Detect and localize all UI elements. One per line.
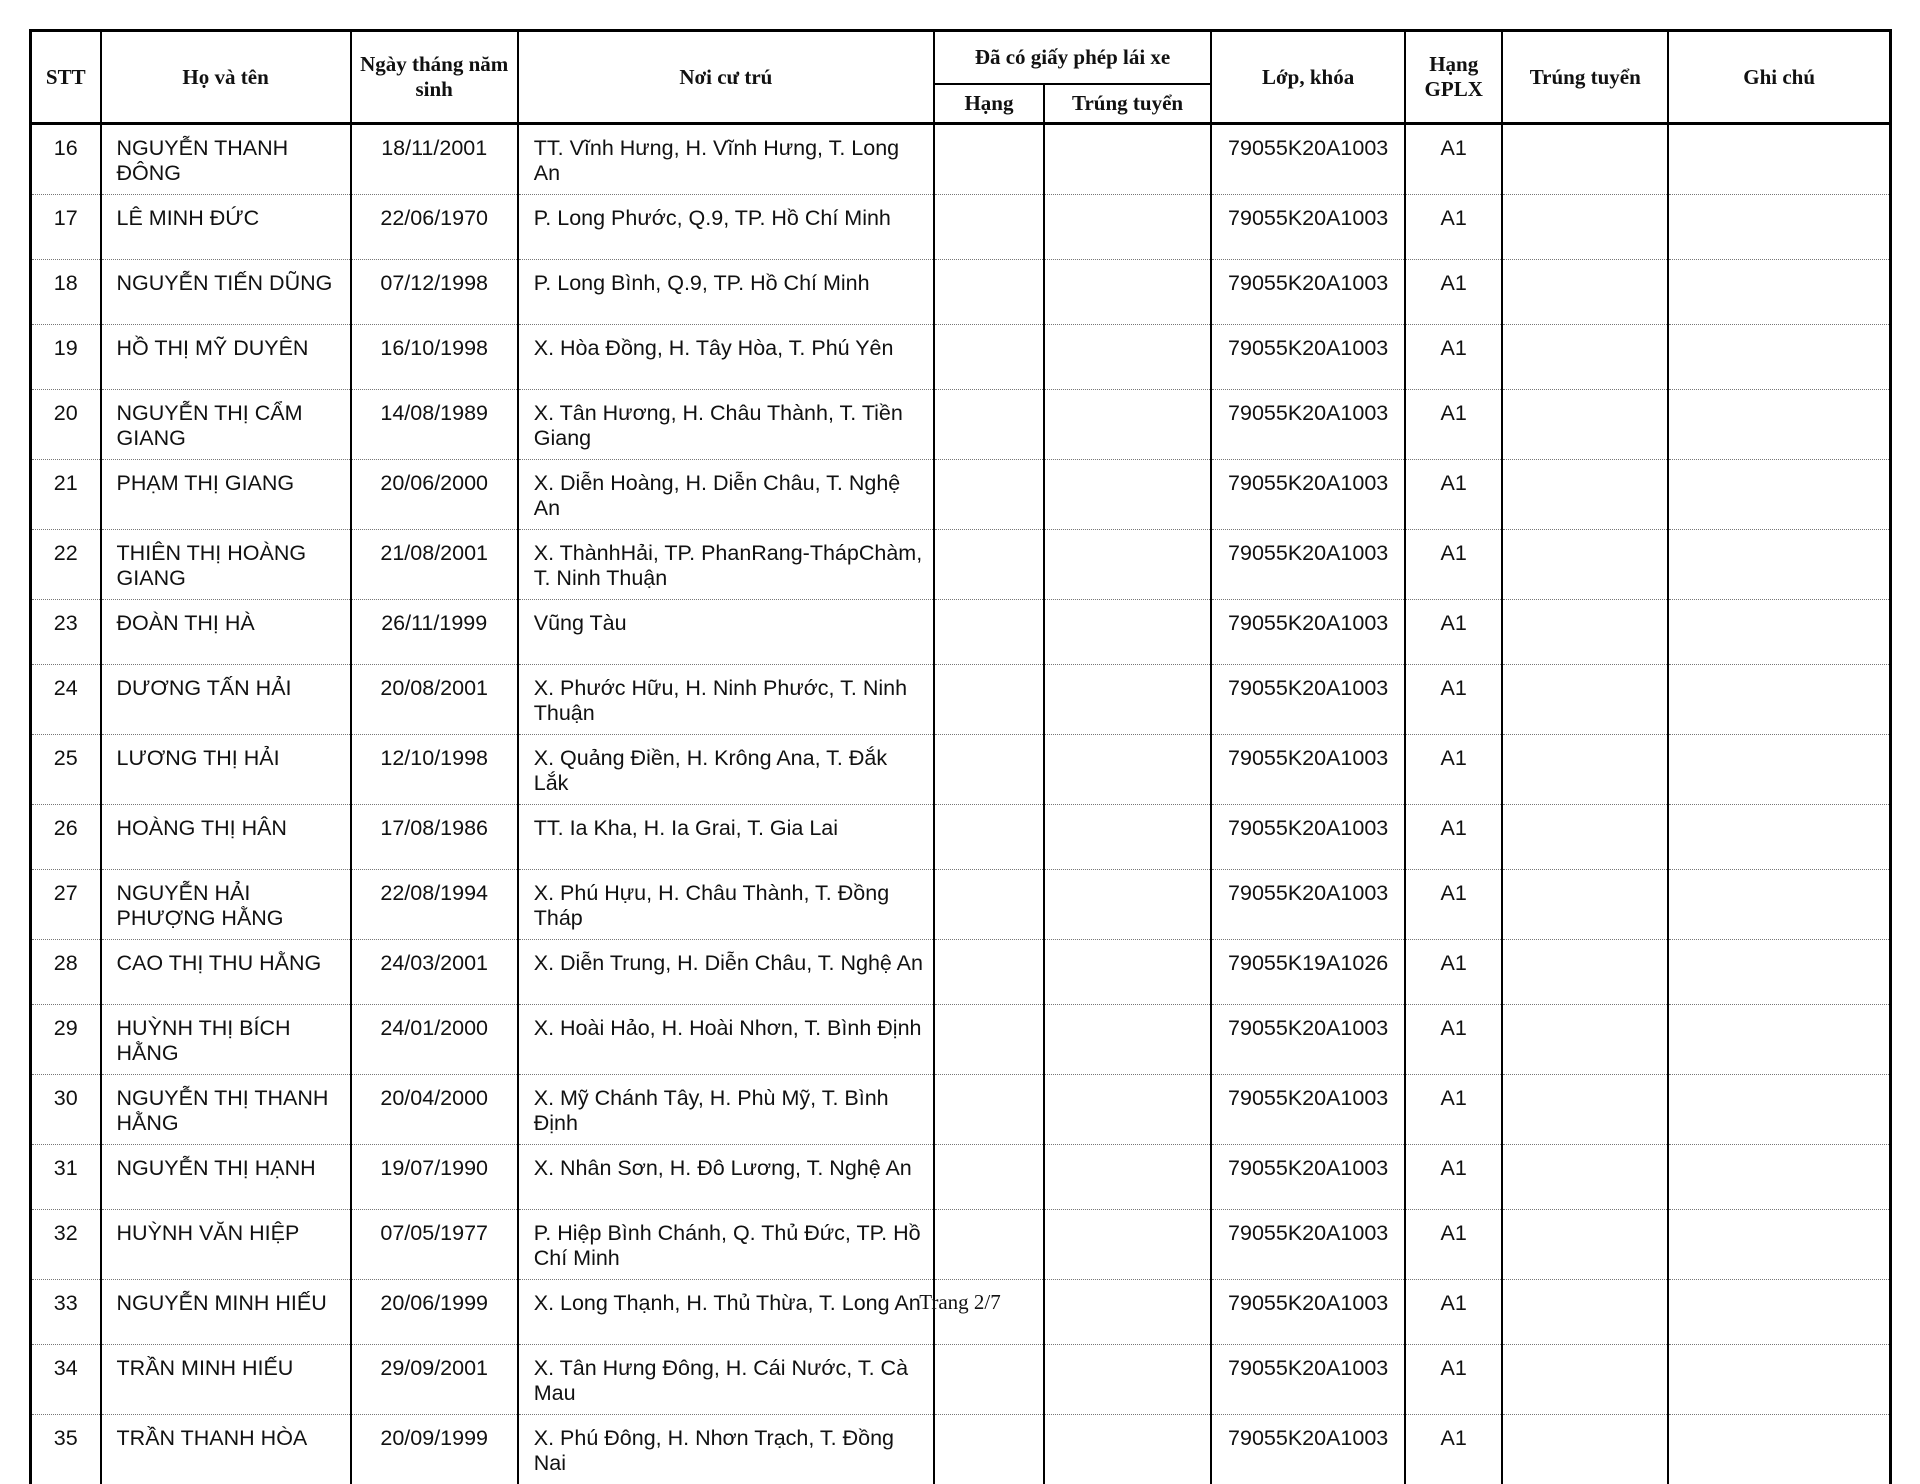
cell-license-passed — [1044, 1415, 1211, 1484]
cell-note — [1668, 460, 1890, 530]
table-row — [31, 1005, 1891, 1075]
cell-gplx: A1 — [1405, 1280, 1502, 1345]
cell-name: NGUYỄN MINH HIẾU — [101, 1280, 351, 1345]
cell-passed — [1502, 1345, 1668, 1415]
cell-address: TT. Vĩnh Hưng, H. Vĩnh Hưng, T. Long An — [518, 124, 934, 195]
cell-name: LƯƠNG THỊ HẢI — [101, 735, 351, 805]
cell-license-class — [934, 260, 1044, 325]
cell-name: DƯƠNG TẤN HẢI — [101, 665, 351, 735]
cell-license-class — [934, 665, 1044, 735]
cell-gplx: A1 — [1405, 1415, 1502, 1484]
cell-note — [1668, 530, 1890, 600]
cell-passed — [1502, 260, 1668, 325]
cell-class: 79055K20A1003 — [1211, 805, 1405, 870]
cell-note — [1668, 325, 1890, 390]
cell-stt: 21 — [31, 460, 101, 530]
cell-passed — [1502, 870, 1668, 940]
cell-license-passed — [1044, 665, 1211, 735]
cell-class: 79055K20A1003 — [1211, 390, 1405, 460]
cell-dob: 20/06/2000 — [351, 460, 518, 530]
cell-class: 79055K20A1003 — [1211, 530, 1405, 600]
cell-address: X. Hoài Hảo, H. Hoài Nhơn, T. Bình Định — [518, 1005, 934, 1075]
cell-dob: 17/08/1986 — [351, 805, 518, 870]
cell-license-class — [934, 600, 1044, 665]
table-row — [31, 940, 1891, 1005]
cell-address: TT. Ia Kha, H. Ia Grai, T. Gia Lai — [518, 805, 934, 870]
cell-gplx: A1 — [1405, 1075, 1502, 1145]
cell-gplx: A1 — [1405, 805, 1502, 870]
cell-class: 79055K20A1003 — [1211, 1145, 1405, 1210]
cell-note — [1668, 1005, 1890, 1075]
cell-address: X. Tân Hưng Đông, H. Cái Nước, T. Cà Mau — [518, 1345, 934, 1415]
page-number: Trang 2/7 — [0, 1290, 1920, 1315]
cell-address: P. Long Phước, Q.9, TP. Hồ Chí Minh — [518, 195, 934, 260]
cell-license-class — [934, 1005, 1044, 1075]
cell-dob: 24/01/2000 — [351, 1005, 518, 1075]
cell-license-passed — [1044, 1005, 1211, 1075]
table-row — [31, 735, 1891, 805]
cell-passed — [1502, 124, 1668, 195]
header-license-group: Đã có giấy phép lái xe — [934, 31, 1211, 84]
cell-gplx: A1 — [1405, 870, 1502, 940]
header-note: Ghi chú — [1668, 31, 1890, 124]
cell-passed — [1502, 735, 1668, 805]
cell-passed — [1502, 530, 1668, 600]
cell-name: THIÊN THỊ HOÀNG GIANG — [101, 530, 351, 600]
cell-class: 79055K20A1003 — [1211, 1280, 1405, 1345]
cell-license-passed — [1044, 870, 1211, 940]
cell-license-class — [934, 124, 1044, 195]
cell-gplx: A1 — [1405, 195, 1502, 260]
cell-address: X. Tân Hương, H. Châu Thành, T. Tiền Giang — [518, 390, 934, 460]
cell-address: X. Quảng Điền, H. Krông Ana, T. Đắk Lắk — [518, 735, 934, 805]
cell-address: X. Phú Đông, H. Nhơn Trạch, T. Đồng Nai — [518, 1415, 934, 1484]
table-row — [31, 195, 1891, 260]
table-row — [31, 325, 1891, 390]
cell-license-passed — [1044, 1210, 1211, 1280]
cell-stt: 34 — [31, 1345, 101, 1415]
cell-stt: 28 — [31, 940, 101, 1005]
cell-stt: 31 — [31, 1145, 101, 1210]
cell-license-passed — [1044, 805, 1211, 870]
cell-passed — [1502, 665, 1668, 735]
cell-passed — [1502, 1210, 1668, 1280]
cell-gplx: A1 — [1405, 390, 1502, 460]
cell-license-passed — [1044, 195, 1211, 260]
cell-license-passed — [1044, 325, 1211, 390]
cell-license-class — [934, 870, 1044, 940]
cell-license-class — [934, 1075, 1044, 1145]
cell-note — [1668, 260, 1890, 325]
table-row — [31, 1145, 1891, 1210]
cell-gplx: A1 — [1405, 1210, 1502, 1280]
table-row — [31, 1075, 1891, 1145]
cell-note — [1668, 735, 1890, 805]
cell-gplx: A1 — [1405, 1005, 1502, 1075]
header-stt: STT — [31, 31, 101, 124]
cell-dob: 24/03/2001 — [351, 940, 518, 1005]
cell-license-class — [934, 1345, 1044, 1415]
cell-class: 79055K20A1003 — [1211, 124, 1405, 195]
cell-note — [1668, 940, 1890, 1005]
cell-license-class — [934, 325, 1044, 390]
cell-passed — [1502, 1145, 1668, 1210]
cell-passed — [1502, 940, 1668, 1005]
cell-stt: 19 — [31, 325, 101, 390]
cell-name: ĐOÀN THỊ HÀ — [101, 600, 351, 665]
cell-address: X. Phú Hựu, H. Châu Thành, T. Đồng Tháp — [518, 870, 934, 940]
cell-note — [1668, 1345, 1890, 1415]
cell-license-class — [934, 805, 1044, 870]
cell-dob: 22/06/1970 — [351, 195, 518, 260]
cell-dob: 19/07/1990 — [351, 1145, 518, 1210]
table-row — [31, 390, 1891, 460]
header-license-class: Hạng — [934, 84, 1044, 124]
cell-license-class — [934, 390, 1044, 460]
cell-name: HUỲNH THỊ BÍCH HẰNG — [101, 1005, 351, 1075]
cell-passed — [1502, 195, 1668, 260]
cell-stt: 22 — [31, 530, 101, 600]
cell-license-passed — [1044, 1075, 1211, 1145]
cell-class: 79055K20A1003 — [1211, 325, 1405, 390]
cell-dob: 07/12/1998 — [351, 260, 518, 325]
cell-dob: 20/06/1999 — [351, 1280, 518, 1345]
cell-class: 79055K20A1003 — [1211, 735, 1405, 805]
cell-dob: 20/08/2001 — [351, 665, 518, 735]
cell-license-passed — [1044, 530, 1211, 600]
candidate-table — [29, 29, 1892, 1484]
cell-license-class — [934, 1415, 1044, 1484]
cell-license-passed — [1044, 124, 1211, 195]
cell-stt: 20 — [31, 390, 101, 460]
cell-class: 79055K19A1026 — [1211, 940, 1405, 1005]
cell-name: HOÀNG THỊ HÂN — [101, 805, 351, 870]
cell-license-class — [934, 195, 1044, 260]
table-body — [31, 124, 1891, 1484]
cell-class: 79055K20A1003 — [1211, 460, 1405, 530]
cell-note — [1668, 665, 1890, 735]
cell-license-class — [934, 1145, 1044, 1210]
cell-name: NGUYỄN HẢI PHƯỢNG HẰNG — [101, 870, 351, 940]
cell-note — [1668, 1415, 1890, 1484]
cell-gplx: A1 — [1405, 735, 1502, 805]
cell-license-passed — [1044, 260, 1211, 325]
cell-note — [1668, 1075, 1890, 1145]
header-passed: Trúng tuyển — [1502, 31, 1668, 124]
header-class: Lớp, khóa — [1211, 31, 1405, 124]
header-gplx: Hạng GPLX — [1405, 31, 1502, 124]
cell-class: 79055K20A1003 — [1211, 1415, 1405, 1484]
cell-gplx: A1 — [1405, 325, 1502, 390]
header-license-passed: Trúng tuyển — [1044, 84, 1211, 124]
cell-dob: 20/04/2000 — [351, 1075, 518, 1145]
cell-class: 79055K20A1003 — [1211, 870, 1405, 940]
cell-name: NGUYỄN THỊ HẠNH — [101, 1145, 351, 1210]
cell-name: HỒ THỊ MỸ DUYÊN — [101, 325, 351, 390]
table-row — [31, 1210, 1891, 1280]
cell-dob: 22/08/1994 — [351, 870, 518, 940]
cell-name: LÊ MINH ĐỨC — [101, 195, 351, 260]
cell-stt: 23 — [31, 600, 101, 665]
cell-note — [1668, 1210, 1890, 1280]
table-row — [31, 805, 1891, 870]
cell-class: 79055K20A1003 — [1211, 260, 1405, 325]
cell-license-passed — [1044, 390, 1211, 460]
cell-stt: 16 — [31, 124, 101, 195]
cell-gplx: A1 — [1405, 260, 1502, 325]
cell-name: CAO THỊ THU HẰNG — [101, 940, 351, 1005]
cell-name: HUỲNH VĂN HIỆP — [101, 1210, 351, 1280]
cell-stt: 33 — [31, 1280, 101, 1345]
cell-license-passed — [1044, 1345, 1211, 1415]
cell-stt: 18 — [31, 260, 101, 325]
cell-name: NGUYỄN THỊ CẨM GIANG — [101, 390, 351, 460]
cell-class: 79055K20A1003 — [1211, 195, 1405, 260]
cell-address: X. Diễn Hoàng, H. Diễn Châu, T. Nghệ An — [518, 460, 934, 530]
cell-address: X. Long Thạnh, H. Thủ Thừa, T. Long An — [518, 1280, 934, 1345]
cell-name: TRẦN MINH HIẾU — [101, 1345, 351, 1415]
cell-dob: 12/10/1998 — [351, 735, 518, 805]
cell-passed — [1502, 325, 1668, 390]
cell-class: 79055K20A1003 — [1211, 1075, 1405, 1145]
table-row — [31, 124, 1891, 195]
header-address: Nơi cư trú — [518, 31, 934, 124]
table-row — [31, 1345, 1891, 1415]
cell-stt: 27 — [31, 870, 101, 940]
cell-gplx: A1 — [1405, 665, 1502, 735]
table-row — [31, 600, 1891, 665]
cell-license-class — [934, 530, 1044, 600]
cell-class: 79055K20A1003 — [1211, 1345, 1405, 1415]
cell-class: 79055K20A1003 — [1211, 600, 1405, 665]
table-row — [31, 1415, 1891, 1484]
cell-stt: 32 — [31, 1210, 101, 1280]
cell-class: 79055K20A1003 — [1211, 1210, 1405, 1280]
cell-passed — [1502, 600, 1668, 665]
cell-note — [1668, 124, 1890, 195]
cell-passed — [1502, 1075, 1668, 1145]
table-row — [31, 870, 1891, 940]
cell-gplx: A1 — [1405, 124, 1502, 195]
cell-name: NGUYỄN TIẾN DŨNG — [101, 260, 351, 325]
cell-note — [1668, 1145, 1890, 1210]
cell-license-passed — [1044, 1145, 1211, 1210]
cell-license-class — [934, 940, 1044, 1005]
cell-passed — [1502, 390, 1668, 460]
cell-stt: 17 — [31, 195, 101, 260]
cell-dob: 20/09/1999 — [351, 1415, 518, 1484]
cell-gplx: A1 — [1405, 530, 1502, 600]
header-name: Họ và tên — [101, 31, 351, 124]
cell-license-class — [934, 460, 1044, 530]
cell-stt: 25 — [31, 735, 101, 805]
cell-address: X. Hòa Đồng, H. Tây Hòa, T. Phú Yên — [518, 325, 934, 390]
table-row — [31, 260, 1891, 325]
cell-license-passed — [1044, 735, 1211, 805]
cell-address: X. ThànhHải, TP. PhanRang-ThápChàm, T. Ninh Thuận — [518, 530, 934, 600]
cell-class: 79055K20A1003 — [1211, 665, 1405, 735]
cell-name: PHẠM THỊ GIANG — [101, 460, 351, 530]
cell-dob: 26/11/1999 — [351, 600, 518, 665]
cell-note — [1668, 600, 1890, 665]
cell-dob: 14/08/1989 — [351, 390, 518, 460]
cell-note — [1668, 195, 1890, 260]
cell-note — [1668, 805, 1890, 870]
cell-license-passed — [1044, 460, 1211, 530]
cell-address: P. Long Bình, Q.9, TP. Hồ Chí Minh — [518, 260, 934, 325]
cell-passed — [1502, 1415, 1668, 1484]
cell-address: Vũng Tàu — [518, 600, 934, 665]
cell-passed — [1502, 805, 1668, 870]
table-row — [31, 460, 1891, 530]
cell-stt: 26 — [31, 805, 101, 870]
cell-dob: 29/09/2001 — [351, 1345, 518, 1415]
cell-address: X. Nhân Sơn, H. Đô Lương, T. Nghệ An — [518, 1145, 934, 1210]
cell-gplx: A1 — [1405, 600, 1502, 665]
cell-passed — [1502, 460, 1668, 530]
cell-stt: 29 — [31, 1005, 101, 1075]
table-row — [31, 665, 1891, 735]
cell-passed — [1502, 1005, 1668, 1075]
cell-dob: 18/11/2001 — [351, 124, 518, 195]
cell-dob: 07/05/1977 — [351, 1210, 518, 1280]
cell-gplx: A1 — [1405, 1145, 1502, 1210]
header-dob: Ngày tháng năm sinh — [351, 31, 518, 124]
cell-name: NGUYỄN THANH ĐÔNG — [101, 124, 351, 195]
cell-gplx: A1 — [1405, 460, 1502, 530]
table-header — [31, 31, 1891, 124]
cell-dob: 21/08/2001 — [351, 530, 518, 600]
cell-address: X. Mỹ Chánh Tây, H. Phù Mỹ, T. Bình Định — [518, 1075, 934, 1145]
cell-license-class — [934, 1210, 1044, 1280]
cell-class: 79055K20A1003 — [1211, 1005, 1405, 1075]
table-row — [31, 530, 1891, 600]
cell-stt: 24 — [31, 665, 101, 735]
cell-note — [1668, 390, 1890, 460]
cell-gplx: A1 — [1405, 1345, 1502, 1415]
cell-license-class — [934, 735, 1044, 805]
cell-license-passed — [1044, 600, 1211, 665]
cell-stt: 35 — [31, 1415, 101, 1484]
cell-name: NGUYỄN THỊ THANH HẰNG — [101, 1075, 351, 1145]
cell-gplx: A1 — [1405, 940, 1502, 1005]
cell-name: TRẦN THANH HÒA — [101, 1415, 351, 1484]
cell-address: P. Hiệp Bình Chánh, Q. Thủ Đức, TP. Hồ Chí Minh — [518, 1210, 934, 1280]
cell-note — [1668, 870, 1890, 940]
cell-dob: 16/10/1998 — [351, 325, 518, 390]
cell-license-passed — [1044, 940, 1211, 1005]
cell-address: X. Phước Hữu, H. Ninh Phước, T. Ninh Thuận — [518, 665, 934, 735]
cell-stt: 30 — [31, 1075, 101, 1145]
cell-address: X. Diễn Trung, H. Diễn Châu, T. Nghệ An — [518, 940, 934, 1005]
